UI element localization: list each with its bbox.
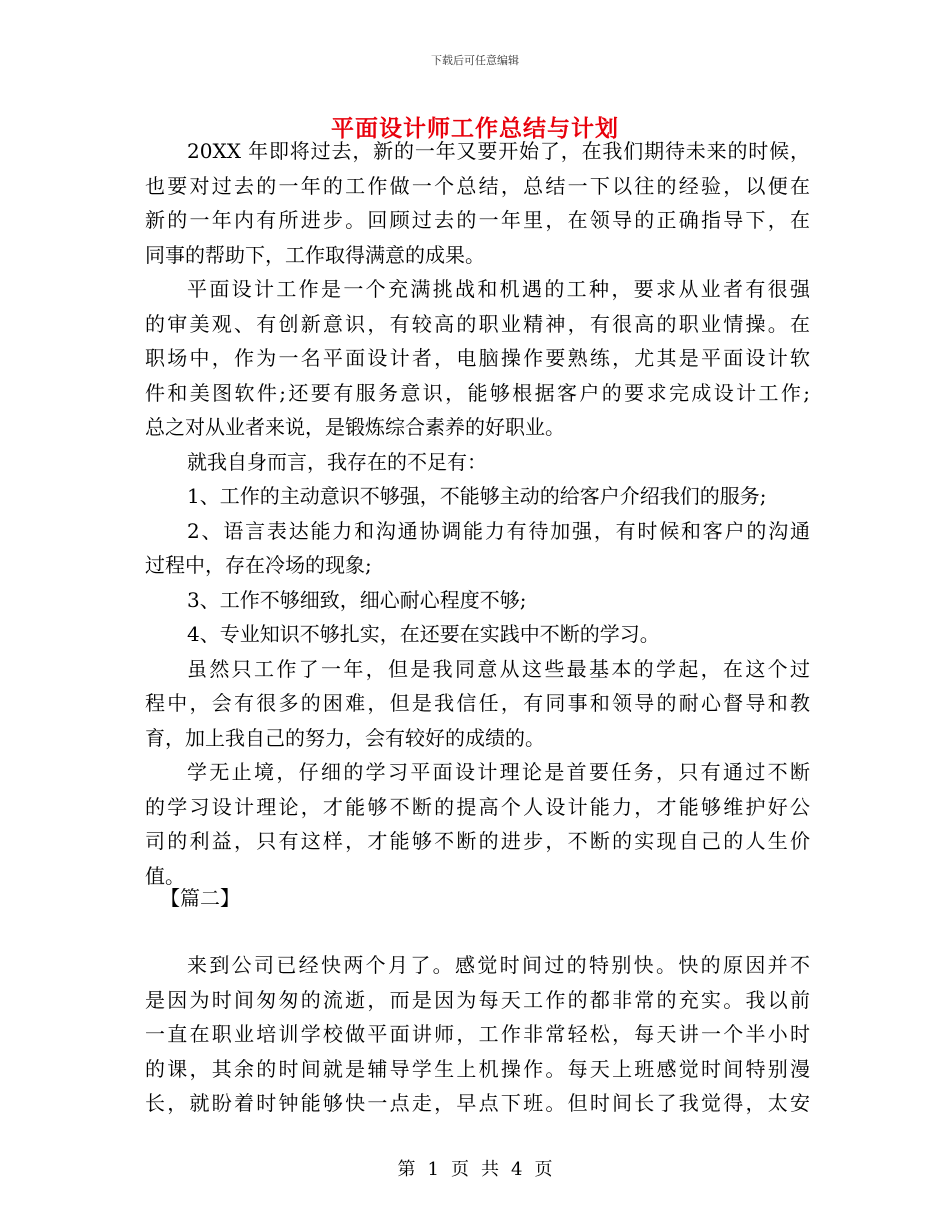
text-line: 长，就盼着时钟能够快一点走，早点下班。但时间长了我觉得，太安 (145, 1091, 810, 1115)
document-body (145, 134, 810, 893)
text-line: 的学习设计理论，才能够不断的提高个人设计能力，才能够维护好公 (145, 794, 810, 819)
text-line: 一直在职业培训学校做平面讲师，工作非常轻松，每天讲一个半小时 (145, 1022, 810, 1046)
footer-label: 第 (397, 1159, 416, 1180)
text-line: 学无止境，仔细的学习平面设计理论是首要任务，只有通过不断 (187, 760, 810, 784)
page-total: 4 (511, 1159, 523, 1180)
text-line: 件和美图软件;还要有服务意识，能够根据客户的要求完成设计工作; (145, 380, 810, 405)
text-line: 平面设计工作是一个充满挑战和机遇的工种，要求从业者有很强 (187, 277, 810, 301)
text-line: 总之对从业者来说，是锻炼综合素养的好职业。 (145, 415, 565, 439)
text-line: 过程中，存在冷场的现象; (145, 553, 372, 577)
text-line: 也要对过去的一年的工作做一个总结，总结一下以往的经验，以便在 (145, 173, 810, 198)
list-item: 3、工作不够细致，细心耐心程度不够; (187, 587, 527, 612)
section-heading: 【篇二】 (160, 886, 240, 910)
footer-label: 页 (451, 1159, 469, 1180)
text-line: 同事的帮助下，工作取得满意的成果。 (145, 242, 485, 267)
text-line: 值。 (145, 863, 185, 888)
text-line: 20XX 年即将过去，新的一年又要开始了，在我们期待未来的时候， (187, 139, 810, 163)
text-line: 程中，会有很多的困难，但是我信任，有同事和领导的耐心督导和教 (145, 691, 810, 715)
document-title: 平面设计师工作总结与计划 (331, 115, 619, 142)
text-line: 的审美观、有创新意识，有较高的职业精神，有很高的职业情操。在 (145, 311, 810, 336)
text-line: 职场中，作为一名平面设计者，电脑操作要熟练，尤其是平面设计软 (145, 346, 810, 370)
text-line: 是因为时间匆匆的流逝，而是因为每天工作的都非常的充实。我以前 (145, 987, 810, 1012)
footer-label: 共 (481, 1159, 499, 1180)
text-line: 来到公司已经快两个月了。感觉时间过的特别快。快的原因并不 (187, 953, 810, 977)
text-line: 的课，其余的时间就是辅导学生上机操作。每天上班感觉时间特别漫 (145, 1056, 810, 1081)
list-item: 1、工作的主动意识不够强，不能够主动的给客户介绍我们的服务; (187, 484, 767, 508)
footer-label: 页 (534, 1159, 553, 1180)
text-line: 司的利益，只有这样，才能够不断的进步，不断的实现自己的人生价 (145, 829, 810, 853)
list-item: 4、专业知识不够扎实，在还要在实践中不断的学习。 (187, 622, 660, 646)
text-line: 就我自身而言，我存在的不足有： (187, 449, 487, 474)
list-item: 2、语言表达能力和沟通协调能力有待加强，有时候和客户的沟通 (187, 518, 810, 543)
text-line: 虽然只工作了一年，但是我同意从这些最基本的学起，在这个过 (187, 656, 810, 681)
page-header-note: 下载后可任意编辑 (431, 54, 519, 67)
page-number: 1 (427, 1159, 439, 1180)
page-footer (0, 1155, 950, 1181)
text-line: 育，加上我自己的努力，会有较好的成绩的。 (145, 725, 545, 750)
text-line: 新的一年内有所进步。回顾过去的一年里，在领导的正确指导下，在 (145, 208, 810, 232)
section-body (145, 948, 810, 1121)
